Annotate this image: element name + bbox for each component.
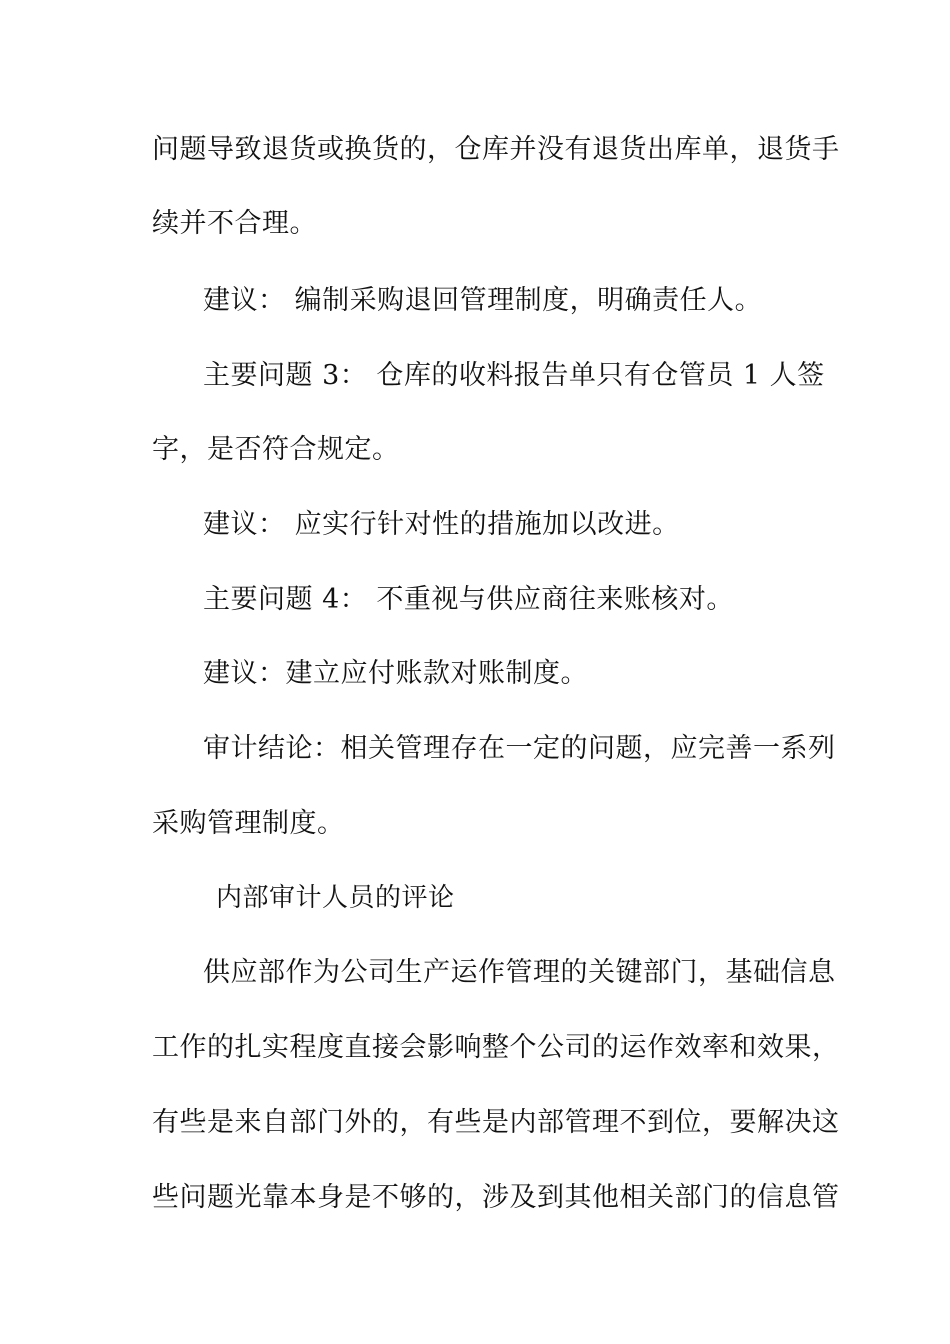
paragraph-line: 问题导致退货或换货的，仓库并没有退货出库单，退货手 [152,134,840,165]
issue-line: 主要问题 3： 仓库的收料报告单只有仓管员 1 人签 [203,360,825,391]
suggestion-line: 建议： 编制采购退回管理制度，明确责任人。 [203,285,763,316]
paragraph-line: 有些是来自部门外的，有些是内部管理不到位，要解决这 [152,1107,840,1138]
paragraph-line: 字，是否符合规定。 [152,434,400,465]
suggestion-line: 建议： 应实行针对性的措施加以改进。 [203,509,680,540]
paragraph-line: 工作的扎实程度直接会影响整个公司的运作效率和效果， [152,1032,840,1063]
paragraph-line: 采购管理制度。 [152,808,345,839]
paragraph-line: 些问题光靠本身是不够的，涉及到其他相关部门的信息管 [152,1182,840,1213]
paragraph-line: 供应部作为公司生产运作管理的关键部门，基础信息 [203,957,836,988]
suggestion-line: 建议：建立应付账款对账制度。 [203,658,588,689]
conclusion-line: 审计结论：相关管理存在一定的问题，应完善一系列 [203,733,836,764]
section-heading: 内部审计人员的评论 [216,883,455,913]
issue-line: 主要问题 4： 不重视与供应商往来账核对。 [203,584,734,615]
paragraph-line: 续并不合理。 [152,208,317,239]
